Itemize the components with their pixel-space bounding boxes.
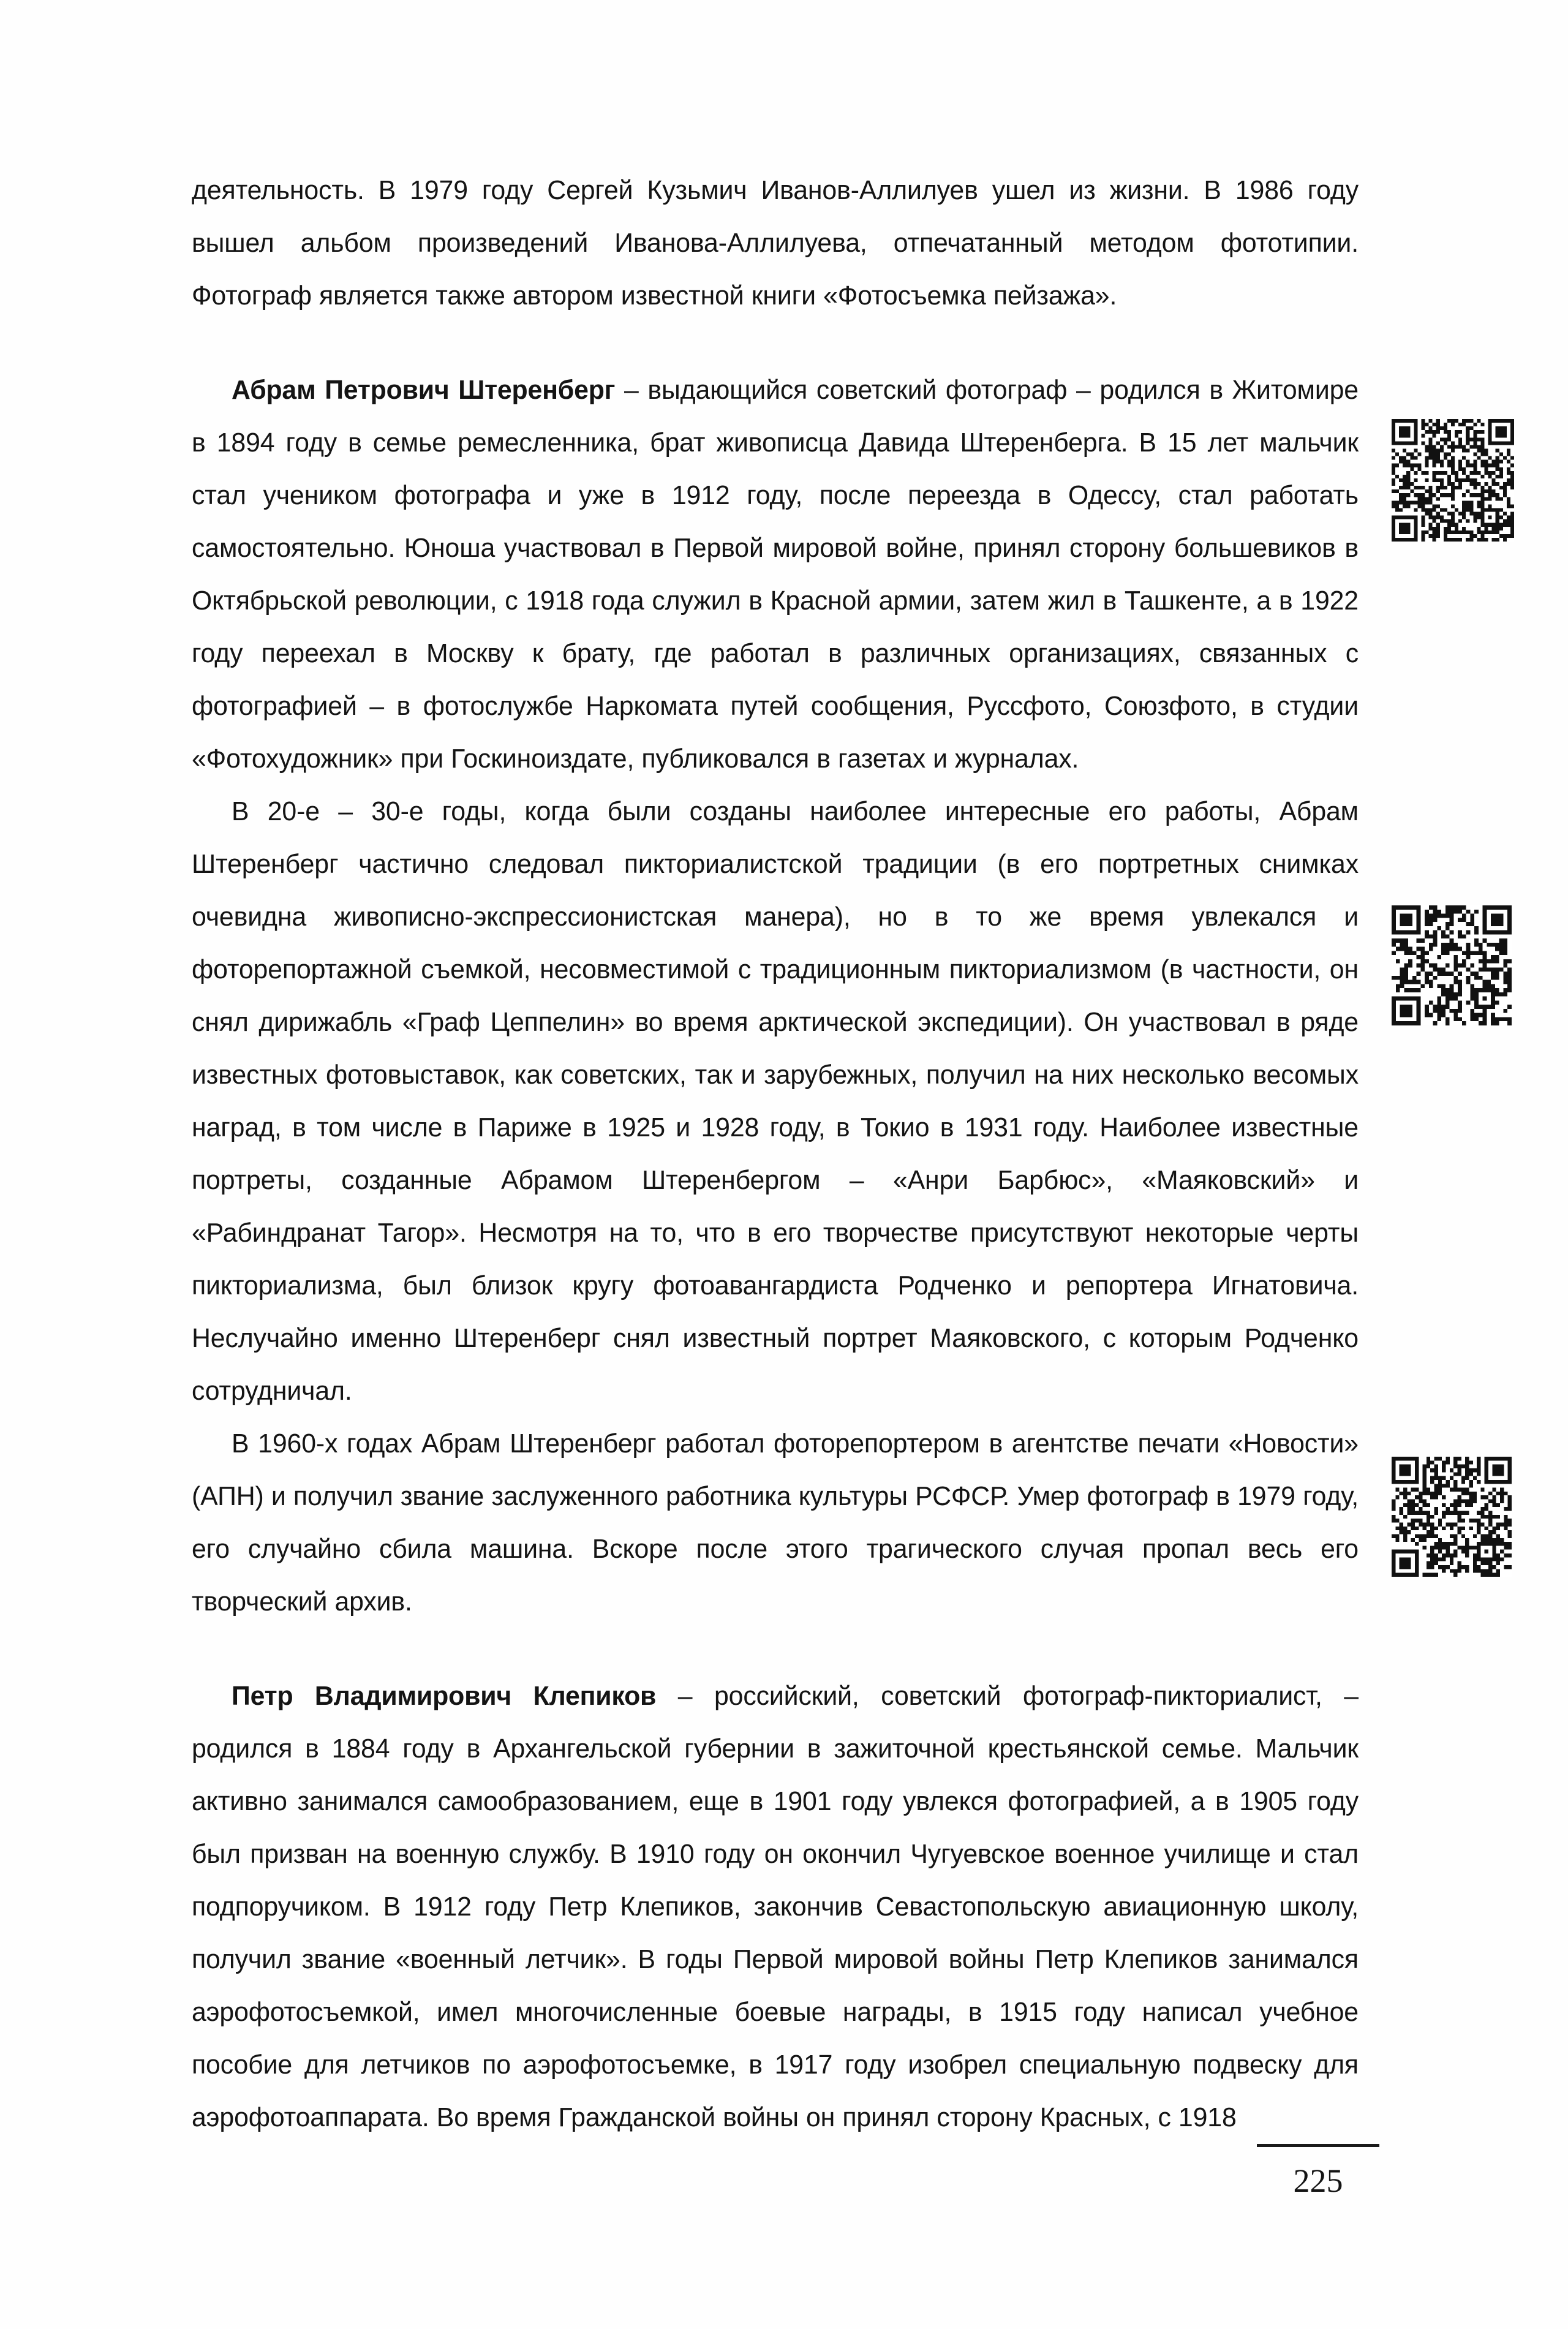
paragraph-text: В 1960-х годах Абрам Штеренберг работал фоторепортером в агентстве печати «Новости» (АПН) и получил звание заслуженного работника культуры РСФСР. Умер фотограф в 1979 году, его случайно сбила машина. Вскоре после этого трагического случая пропал весь его творческий архив.: [192, 1429, 1359, 1617]
qr-code-icon: [1392, 1457, 1512, 1577]
paragraph-text: деятельность. В 1979 году Сергей Кузьмич Иванов-Аллилуев ушел из жизни. В 1986 году вышел альбом произведений Иванова-Аллилуева, отпечатанный методом фототипии. Фотограф является также автором известной книги «Фотосъемка пейзажа».: [192, 176, 1359, 311]
paragraph-text: – выдающийся советский фотограф – родился в Житомире в 1894 году в семье ремесленника, брат живописца Давида Штеренберга. В 15 лет мальчик стал учеником фотографа и уже в 1912 году, после переезда в Одессу, стал работать самостоятельно. Юноша участвовал в Первой мировой войне, принял сторону большевиков в Октябрьской революции, с 1918 года служил в Красной армии, затем жил в Ташкенте, а в 1922 году переехал в Москву к брату, где работал в различных организациях, связанных с фотографией – в фотослужбе Наркомата путей сообщения, Руссфото, Союзфото, в студии «Фотохудожник» при Госкиноиздате, публиковался в газетах и журналах.: [192, 376, 1359, 774]
paragraph-ivanov-alliluev-tail: [192, 164, 1359, 322]
paragraph-shterenberg-1: [192, 364, 1359, 785]
paragraph-klepikov-1: [192, 1670, 1359, 2144]
paragraph-text: В 20-е – 30-е годы, когда были созданы наиболее интересные его работы, Абрам Штеренберг частично следовал пикториалистской традиции (в его портретных снимках очевидна живописно-экспрессионистская манера), но в то же время увлекался и фоторепортажной съемкой, несовместимой с традиционным пикториализмом (в частности, он снял дирижабль «Граф Цеппелин» во время арктической экспедиции). Он участвовал в ряде известных фотовыставок, как советских, так и зарубежных, получил на них несколько весомых наград, в том числе в Париже в 1925 и 1928 году, в Токио в 1931 году. Наиболее известные портреты, созданные Абрамом Штеренбергом – «Анри Барбюс», «Маяковский» и «Рабиндранат Тагор». Несмотря на то, что в его творчестве присутствуют некоторые черты пикториализма, был близок кругу фотоавангардиста Родченко и репортера Игнатовича. Неслучайно именно Штеренберг снял известный портрет Маяковского, с которым Родченко сотрудничал.: [192, 797, 1359, 1406]
paragraph-shterenberg-2: [192, 785, 1359, 1417]
qr-code-icon: [1392, 419, 1514, 542]
qr-code-icon: [1392, 905, 1512, 1025]
text-column: [192, 164, 1376, 2144]
page-number: 225: [1293, 2162, 1343, 2199]
paragraph-text: – российский, советский фотограф-пикториалист, – родился в 1884 году в Архангельской губернии в зажиточной крестьянской семье. Мальчик активно занимался самообразованием, еще в 1901 году увлекся фотографией, а в 1905 году был призван на военную службу. В 1910 году он окончил Чугуевское военное училище и стал подпоручиком. В 1912 году Петр Клепиков, закончив Севастопольскую авиационную школу, получил звание «военный летчик». В годы Первой мировой войны Петр Клепиков занимался аэрофотосъемкой, имел многочисленные боевые награды, в 1915 году написал учебное пособие для летчиков по аэрофотосъемке, в 1917 году изобрел специальную подвеску для аэрофотоаппарата. Во время Гражданской войны он принял сторону Красных, с 1918: [192, 1682, 1359, 2132]
paragraph-shterenberg-3: [192, 1417, 1359, 1628]
biography-lead-in-klepikov: Петр Владимирович Клепиков: [232, 1682, 657, 1711]
footer-rule: [1257, 2144, 1379, 2147]
biography-lead-in-shterenberg: Абрам Петрович Штеренберг: [232, 376, 616, 405]
